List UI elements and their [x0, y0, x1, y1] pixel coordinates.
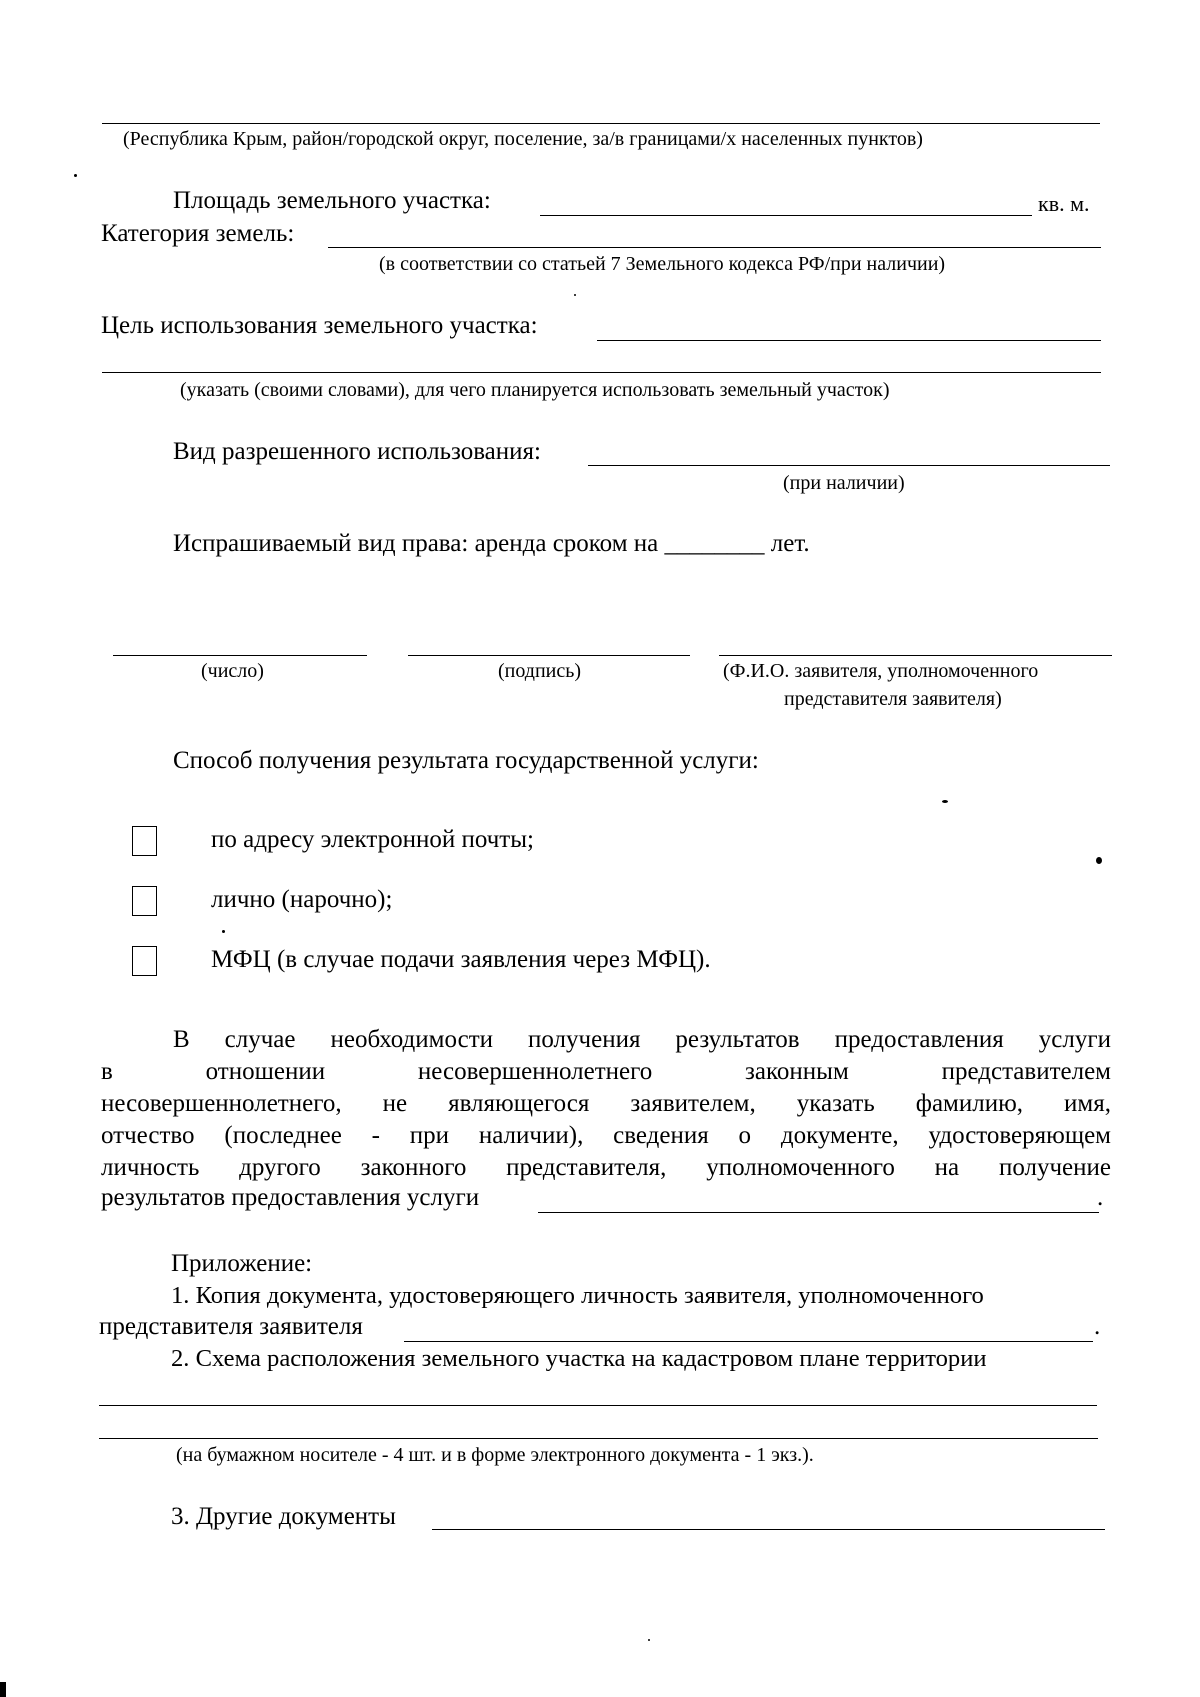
area-unit: кв. м.: [1038, 191, 1090, 216]
delivery-heading: Способ получения результата государственной услуги:: [173, 747, 759, 774]
other-documents-input-line[interactable]: [432, 1529, 1105, 1530]
attachment-1-end-dot: .: [1094, 1313, 1101, 1340]
right-type-suffix: лет.: [770, 530, 810, 557]
category-label: Категория земель:: [101, 220, 295, 247]
lease-years-input[interactable]: ________: [664, 530, 765, 557]
location-line[interactable]: [102, 123, 1100, 124]
paragraph-line: отчество (последнее - при наличии), сведения о документе, удостоверяющем: [101, 1122, 1111, 1149]
scan-speck: [648, 1639, 650, 1641]
representative-input-line[interactable]: [538, 1212, 1099, 1213]
purpose-caption: (указать (своими словами), для чего планируется использовать земельный участок): [180, 379, 890, 401]
location-caption: (Республика Крым, район/городской округ, поселение, за/в границами/х населенных пунктов): [123, 128, 923, 150]
attachment-2-caption: (на бумажном носителе - 4 шт. и в форме электронного документа - 1 экз.).: [176, 1444, 814, 1466]
date-caption: (число): [201, 660, 264, 682]
date-line[interactable]: [113, 655, 367, 656]
scan-speck: [1096, 857, 1102, 864]
purpose-label: Цель использования земельного участка:: [101, 312, 538, 339]
attachment-item-1: 1. Копия документа, удостоверяющего личность заявителя, уполномоченного: [171, 1282, 984, 1309]
paragraph-last-line: результатов предоставления услуги: [101, 1184, 480, 1211]
scan-speck: [222, 930, 225, 933]
attachment-1-input-line[interactable]: [404, 1341, 1093, 1342]
paragraph-line: в отношении несовершеннолетнего законным представителем: [101, 1058, 1111, 1085]
in-person-delivery-checkbox[interactable]: [132, 886, 157, 916]
scan-speck: [942, 800, 948, 803]
signature-caption: (подпись): [498, 660, 582, 682]
category-caption: (в соответствии со статьей 7 Земельного кодекса РФ/при наличии): [379, 253, 946, 275]
mfc-delivery-checkbox[interactable]: [132, 946, 157, 976]
paragraph-line: несовершеннолетнего, не являющегося заявителем, указать фамилию, имя,: [101, 1090, 1111, 1117]
paragraph-end-dot: .: [1097, 1184, 1104, 1211]
attachment-item-2: 2. Схема расположения земельного участка на кадастровом плане территории: [171, 1345, 987, 1372]
permitted-use-input-line[interactable]: [588, 465, 1110, 466]
paragraph-line: В случае необходимости получения результатов предоставления услуги: [173, 1026, 1111, 1053]
attachment-item-1-cont: представителя заявителя: [99, 1313, 363, 1340]
signature-line[interactable]: [408, 655, 690, 656]
mfc-delivery-label: МФЦ (в случае подачи заявления через МФЦ).: [211, 946, 711, 973]
attachment-2-input-line-2[interactable]: [99, 1438, 1098, 1439]
email-delivery-label: по адресу электронной почты;: [211, 826, 534, 853]
attachments-heading: Приложение:: [171, 1250, 313, 1277]
attachment-item-3: 3. Другие документы: [171, 1503, 396, 1530]
paragraph-line: личность другого законного представителя, уполномоченного на получение: [101, 1154, 1111, 1181]
scan-edge-mark: [0, 1682, 6, 1697]
permitted-use-caption: (при наличии): [783, 472, 905, 494]
area-label: Площадь земельного участка:: [173, 187, 491, 214]
attachment-2-input-line[interactable]: [99, 1405, 1097, 1406]
area-input-line[interactable]: [540, 215, 1032, 216]
in-person-delivery-label: лично (нарочно);: [211, 886, 393, 913]
email-delivery-checkbox[interactable]: [132, 826, 157, 856]
purpose-input-line[interactable]: [597, 340, 1101, 341]
right-type-prefix: Испрашиваемый вид права: аренда сроком на: [173, 530, 659, 557]
purpose-input-line-2[interactable]: [102, 372, 1101, 373]
minor-representative-paragraph: [101, 1024, 1111, 1184]
scan-speck: [74, 174, 77, 177]
applicant-name-caption-1: (Ф.И.О. заявителя, уполномоченного: [723, 660, 1039, 682]
scan-speck: [574, 294, 576, 296]
applicant-name-line[interactable]: [719, 655, 1112, 656]
right-type-text: [173, 530, 810, 558]
category-input-line[interactable]: [328, 247, 1101, 248]
permitted-use-label: Вид разрешенного использования:: [173, 438, 541, 465]
applicant-name-caption-2: представителя заявителя): [784, 688, 1002, 710]
